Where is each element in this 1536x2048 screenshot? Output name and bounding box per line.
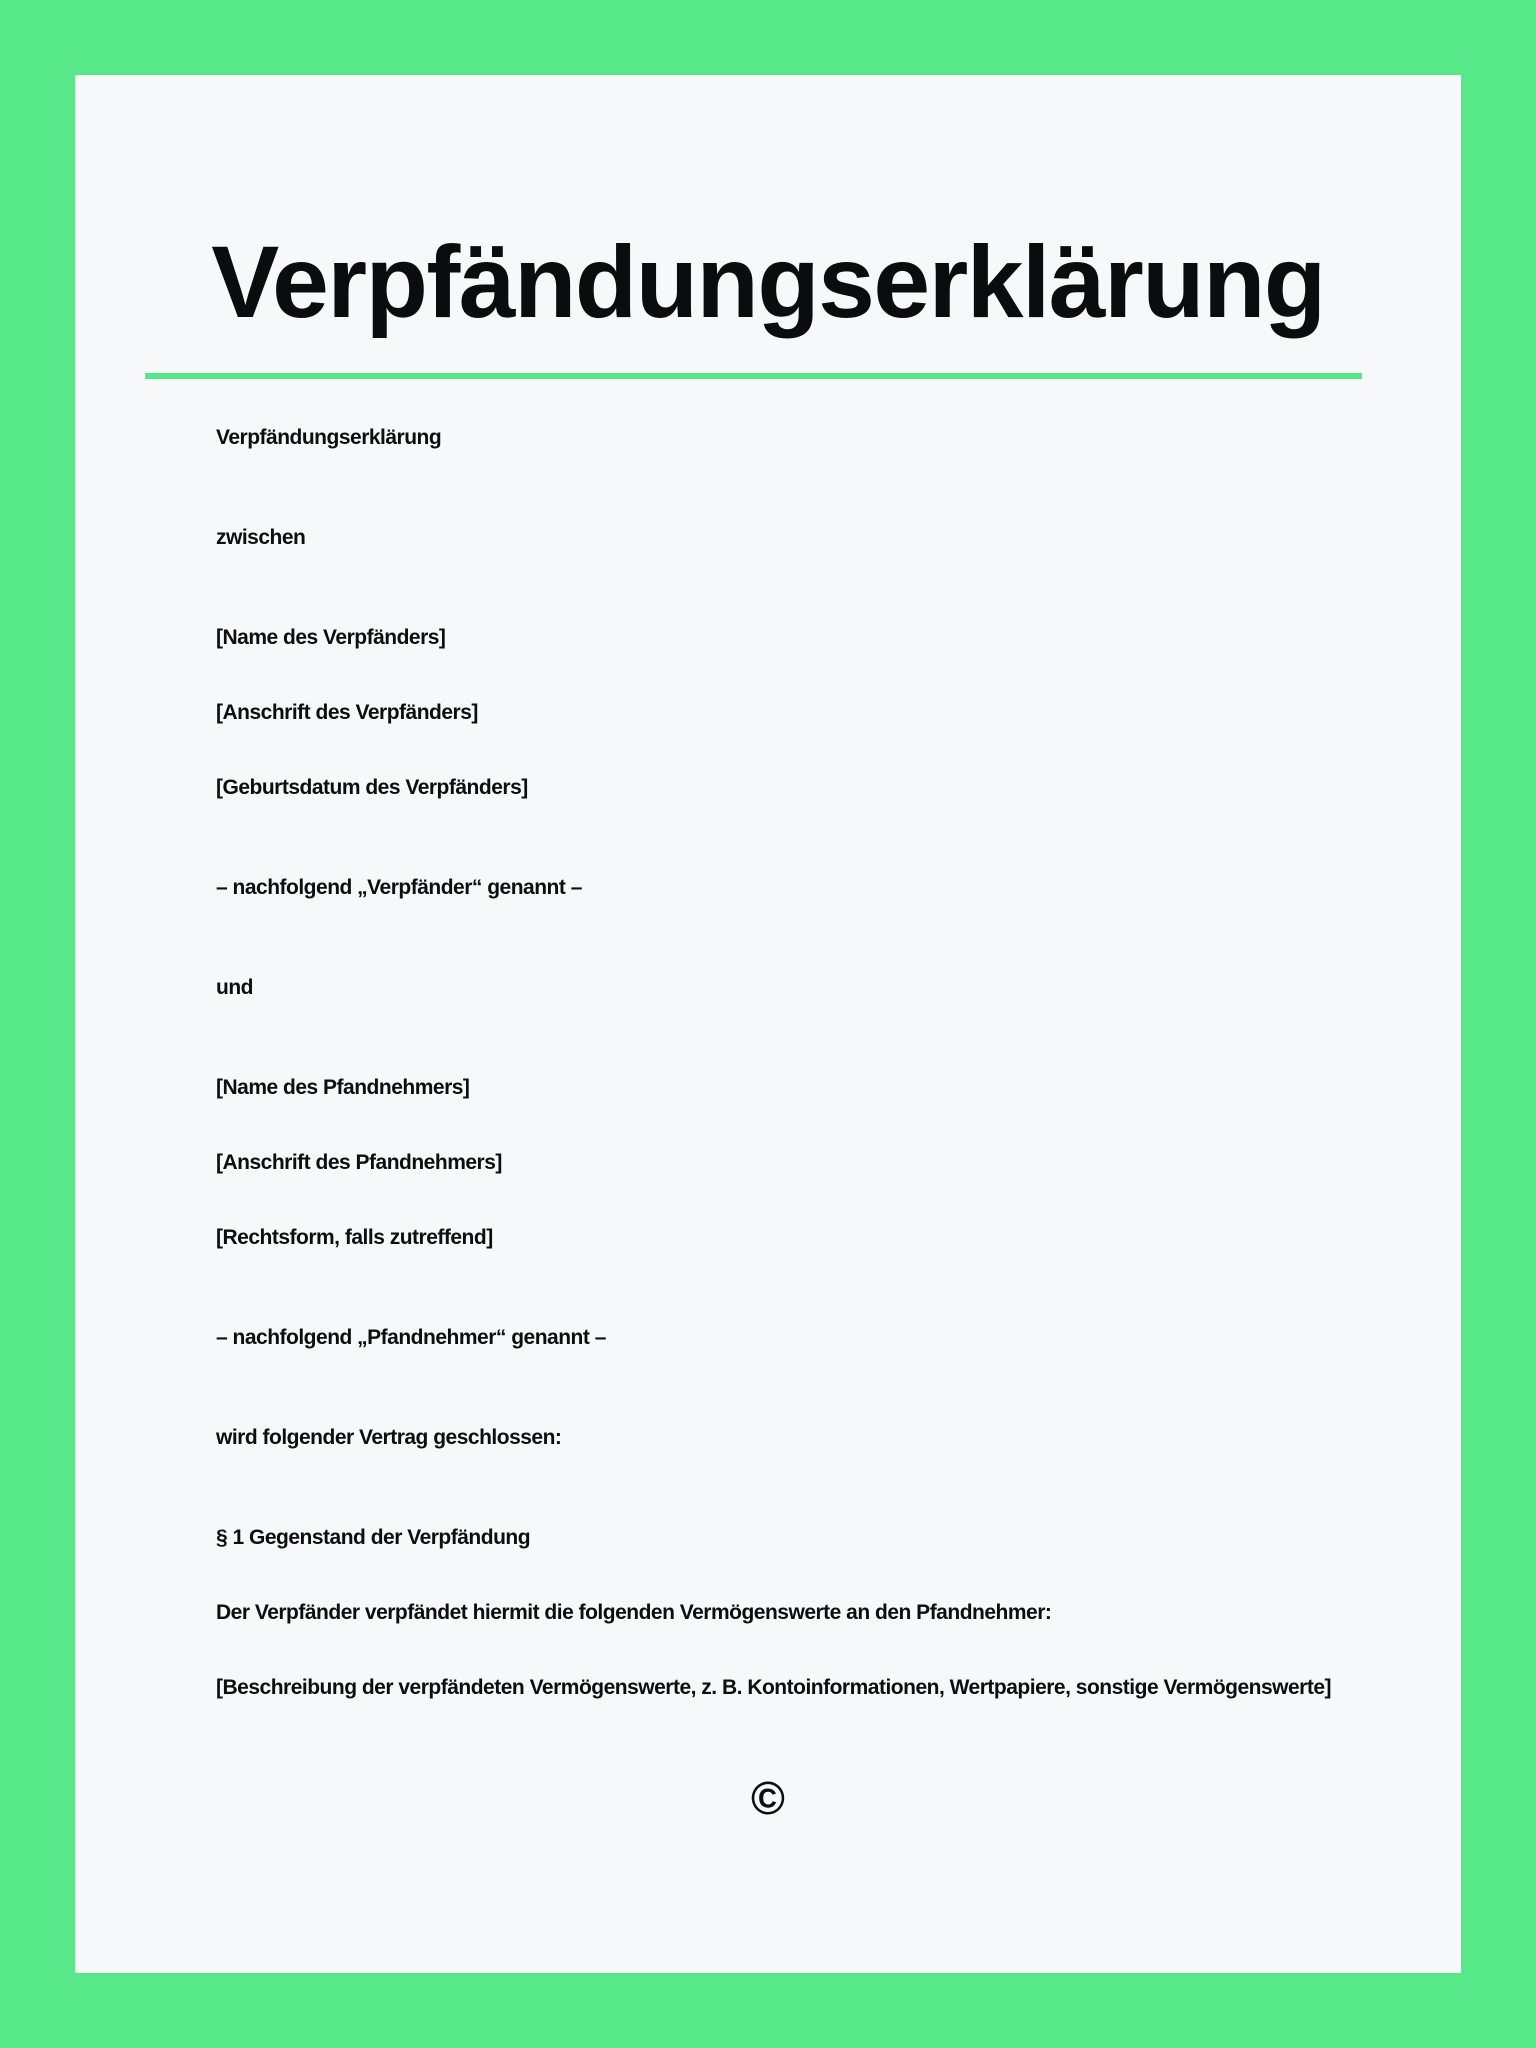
document-line-legal-form-placeholder: [Rechtsform, falls zutreffend]: [216, 1226, 493, 1249]
document-line-contract-intro: wird folgender Vertrag geschlossen:: [216, 1426, 562, 1449]
document-line-und: und: [216, 976, 253, 999]
copyright-icon: ©: [751, 1772, 785, 1824]
document-page: [75, 75, 1461, 1973]
document-line-pledgor-birthdate-placeholder: [Geburtsdatum des Verpfänders]: [216, 776, 528, 799]
document-line-section-1-body: Der Verpfänder verpfändet hiermit die folgenden Vermögenswerte an den Pfandnehmer:: [216, 1601, 1052, 1624]
document-line-zwischen: zwischen: [216, 526, 306, 549]
document-line-pledgee-address-placeholder: [Anschrift des Pfandnehmers]: [216, 1151, 502, 1174]
document-line-pledgee-designation: – nachfolgend „Pfandnehmer“ genannt –: [216, 1326, 606, 1349]
document-line-heading: Verpfändungserklärung: [216, 426, 442, 449]
document-line-assets-description-placeholder: [Beschreibung der verpfändeten Vermögenswerte, z. B. Kontoinformationen, Wertpapiere, sonstige Vermögenswerte]: [216, 1676, 1332, 1699]
document-line-pledgee-name-placeholder: [Name des Pfandnehmers]: [216, 1076, 470, 1099]
document-body: [75, 379, 1461, 1701]
document-line-pledgor-address-placeholder: [Anschrift des Verpfänders]: [216, 701, 478, 724]
document-line-pledgor-name-placeholder: [Name des Verpfänders]: [216, 626, 446, 649]
page-title: Verpfändungserklärung: [211, 225, 1325, 339]
document-line-pledgor-designation: – nachfolgend „Verpfänder“ genannt –: [216, 876, 582, 899]
document-line-section-1-heading: § 1 Gegenstand der Verpfändung: [216, 1526, 531, 1549]
